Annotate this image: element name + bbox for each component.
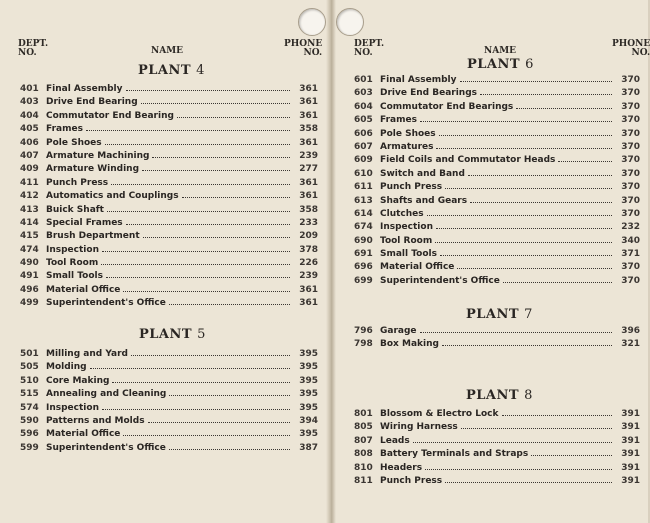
dot-leader xyxy=(457,268,612,269)
department-name: Inspection xyxy=(46,402,99,413)
dot-leader xyxy=(107,211,290,212)
phone-number: 370 xyxy=(621,262,640,273)
dot-leader xyxy=(141,103,290,104)
dot-leader xyxy=(102,251,290,252)
directory-row xyxy=(354,448,640,461)
dot-leader xyxy=(177,117,290,118)
phone-number: 239 xyxy=(299,271,318,282)
dot-leader xyxy=(480,94,612,95)
department-name: Material Office xyxy=(46,284,121,295)
directory-row xyxy=(354,181,640,194)
plant-8-title: PLANT 8 xyxy=(466,388,533,403)
phone-number: 239 xyxy=(299,150,318,161)
directory-row xyxy=(20,150,318,163)
department-name: Superintendent's Office xyxy=(380,275,500,286)
department-name: Annealing and Cleaning xyxy=(46,389,167,400)
department-name: Small Tools xyxy=(46,271,103,282)
dot-leader xyxy=(169,449,290,450)
department-name: Milling and Yard xyxy=(46,349,128,359)
directory-row xyxy=(354,325,640,338)
dot-leader xyxy=(182,197,290,198)
department-name: Superintendent's Office xyxy=(46,298,166,309)
department-name: Garage xyxy=(380,326,417,336)
plant-8-list xyxy=(354,408,640,488)
phone-number: 361 xyxy=(299,137,318,148)
department-name: Leads xyxy=(380,435,410,446)
directory-row xyxy=(354,408,640,421)
dept-number: 407 xyxy=(20,150,39,161)
dot-leader xyxy=(123,435,290,436)
directory-row xyxy=(20,96,318,109)
dept-number: 405 xyxy=(20,124,39,135)
department-name: Small Tools xyxy=(380,249,437,260)
phone-number: 361 xyxy=(299,110,318,121)
department-name: Superintendent's Office xyxy=(46,442,166,453)
phone-no-header: PHONE NO. xyxy=(284,39,323,58)
dept-number: 606 xyxy=(354,128,373,139)
dept-number: 510 xyxy=(20,375,39,386)
department-name: Inspection xyxy=(380,222,433,233)
department-name: Wiring Harness xyxy=(380,422,458,433)
dept-number: 690 xyxy=(354,235,373,246)
department-name: Frames xyxy=(380,115,417,126)
plant-6-list xyxy=(354,74,640,288)
phone-number: 209 xyxy=(299,231,318,242)
dept-number: 409 xyxy=(20,164,39,175)
dot-leader xyxy=(102,409,290,410)
dept-number: 607 xyxy=(354,141,373,152)
phone-no-header: PHONE NO. xyxy=(612,39,650,58)
department-name: Buick Shaft xyxy=(46,204,104,215)
department-name: Inspection xyxy=(46,244,99,255)
department-name: Patterns and Molds xyxy=(46,415,145,426)
directory-row xyxy=(354,221,640,234)
department-name: Brush Department xyxy=(46,231,140,242)
directory-row xyxy=(354,208,640,221)
dept-number: 411 xyxy=(20,177,39,188)
directory-row xyxy=(20,204,318,217)
dept-number: 590 xyxy=(20,415,39,426)
phone-number: 232 xyxy=(621,222,640,233)
directory-row xyxy=(20,123,318,136)
dot-leader xyxy=(143,237,290,238)
directory-row xyxy=(354,235,640,248)
department-name: Core Making xyxy=(46,375,110,386)
directory-row xyxy=(20,361,318,374)
department-name: Box Making xyxy=(380,339,439,350)
phone-number: 370 xyxy=(621,208,640,219)
directory-row xyxy=(20,402,318,415)
phone-number: 277 xyxy=(299,164,318,175)
department-name: Special Frames xyxy=(46,217,123,228)
dot-leader xyxy=(440,255,612,256)
phone-number: 391 xyxy=(621,462,640,473)
dot-leader xyxy=(169,304,290,305)
directory-row xyxy=(354,275,640,288)
department-name: Pole Shoes xyxy=(46,137,102,148)
phone-number: 370 xyxy=(621,275,640,286)
dept-number: 515 xyxy=(20,389,39,400)
dept-number: 574 xyxy=(20,402,39,413)
dept-number: 610 xyxy=(354,168,373,179)
dot-leader xyxy=(427,215,612,216)
dept-number: 699 xyxy=(354,275,373,286)
dept-number: 807 xyxy=(354,435,373,446)
directory-row xyxy=(20,177,318,190)
department-name: Field Coils and Commutator Heads xyxy=(380,155,556,166)
phone-number: 370 xyxy=(621,155,640,166)
directory-row xyxy=(20,297,318,310)
phone-number: 378 xyxy=(299,244,318,255)
dept-number: 474 xyxy=(20,244,39,255)
phone-number: 394 xyxy=(299,415,318,426)
directory-row xyxy=(20,442,318,455)
dept-number: 810 xyxy=(354,462,373,473)
phone-number: 370 xyxy=(621,195,640,206)
dept-number: 413 xyxy=(20,204,39,215)
dot-leader xyxy=(420,121,612,122)
phone-number: 391 xyxy=(621,409,640,419)
dot-leader xyxy=(439,135,612,136)
dept-number: 604 xyxy=(354,101,373,112)
phone-number: 370 xyxy=(621,115,640,126)
directory-row xyxy=(354,101,640,114)
dept-number: 406 xyxy=(20,137,39,148)
plant-5-list xyxy=(20,348,318,455)
directory-row xyxy=(20,244,318,257)
dept-number: 674 xyxy=(354,222,373,233)
phone-number: 370 xyxy=(621,182,640,193)
dot-leader xyxy=(420,332,612,333)
directory-row xyxy=(354,338,640,351)
phone-number: 370 xyxy=(621,168,640,179)
phone-number: 391 xyxy=(621,449,640,460)
dot-leader xyxy=(106,277,290,278)
directory-row xyxy=(354,168,640,181)
dept-no-header: DEPT. NO. xyxy=(18,39,49,58)
directory-row xyxy=(20,415,318,428)
phone-number: 361 xyxy=(299,298,318,309)
dot-leader xyxy=(126,90,291,91)
dot-leader xyxy=(460,81,613,82)
phone-number: 395 xyxy=(299,349,318,359)
dept-number: 404 xyxy=(20,110,39,121)
dot-leader xyxy=(105,144,290,145)
directory-row xyxy=(20,284,318,297)
department-name: Commutator End Bearings xyxy=(380,101,514,112)
dot-leader xyxy=(468,175,612,176)
dot-leader xyxy=(436,148,612,149)
phone-number: 395 xyxy=(299,362,318,373)
department-name: Drive End Bearings xyxy=(380,88,477,99)
department-name: Blossom & Electro Lock xyxy=(380,409,499,419)
dept-number: 805 xyxy=(354,422,373,433)
dept-number: 491 xyxy=(20,271,39,282)
directory-row xyxy=(20,428,318,441)
dot-leader xyxy=(123,291,290,292)
directory-row xyxy=(354,114,640,127)
department-name: Shafts and Gears xyxy=(380,195,468,206)
dept-number: 696 xyxy=(354,262,373,273)
name-header: NAME xyxy=(484,46,517,56)
directory-row xyxy=(20,217,318,230)
directory-row xyxy=(20,230,318,243)
dept-number: 605 xyxy=(354,115,373,126)
phone-number: 370 xyxy=(621,128,640,139)
directory-row xyxy=(354,248,640,261)
department-name: Commutator End Bearing xyxy=(46,110,174,121)
department-name: Tool Room xyxy=(46,258,99,269)
directory-row xyxy=(20,375,318,388)
phone-number: 370 xyxy=(621,88,640,99)
dept-number: 613 xyxy=(354,195,373,206)
plant-6-title: PLANT 6 xyxy=(467,57,534,72)
book-gutter xyxy=(326,0,336,523)
dot-leader xyxy=(503,282,612,283)
directory-row xyxy=(354,435,640,448)
dept-number: 496 xyxy=(20,284,39,295)
dept-number: 611 xyxy=(354,182,373,193)
department-name: Final Assembly xyxy=(46,84,123,94)
department-name: Final Assembly xyxy=(380,75,457,85)
dot-leader xyxy=(148,422,290,423)
department-name: Armature Machining xyxy=(46,150,150,161)
dot-leader xyxy=(413,442,612,443)
directory-row xyxy=(20,190,318,203)
directory-row xyxy=(354,87,640,100)
directory-row xyxy=(354,261,640,274)
phone-number: 395 xyxy=(299,429,318,440)
phone-number: 321 xyxy=(621,339,640,350)
dept-number: 801 xyxy=(354,409,373,419)
phone-number: 371 xyxy=(621,249,640,260)
department-name: Drive End Bearing xyxy=(46,97,138,108)
phone-number: 391 xyxy=(621,475,640,486)
department-name: Headers xyxy=(380,462,423,473)
directory-row xyxy=(20,270,318,283)
dept-number: 599 xyxy=(20,442,39,453)
dot-leader xyxy=(169,395,290,396)
phone-number: 395 xyxy=(299,402,318,413)
directory-row xyxy=(354,74,640,87)
binder-hole-icon xyxy=(298,8,326,36)
name-header: NAME xyxy=(151,46,184,56)
dot-leader xyxy=(152,157,290,158)
directory-row xyxy=(354,128,640,141)
directory-row xyxy=(20,110,318,123)
department-name: Punch Press xyxy=(46,177,109,188)
directory-row xyxy=(354,195,640,208)
dept-number: 499 xyxy=(20,298,39,309)
dept-number: 609 xyxy=(354,155,373,166)
department-name: Tool Room xyxy=(380,235,433,246)
dot-leader xyxy=(461,428,612,429)
dot-leader xyxy=(558,161,612,162)
phone-number: 340 xyxy=(621,235,640,246)
phone-number: 395 xyxy=(299,375,318,386)
plant-7-title: PLANT 7 xyxy=(466,307,533,322)
dept-number: 691 xyxy=(354,249,373,260)
directory-row xyxy=(354,475,640,488)
dept-number: 414 xyxy=(20,217,39,228)
dot-leader xyxy=(445,482,612,483)
plant-5-title: PLANT 5 xyxy=(139,327,206,342)
directory-row xyxy=(20,137,318,150)
directory-row xyxy=(20,388,318,401)
dot-leader xyxy=(111,184,290,185)
department-name: Material Office xyxy=(46,429,121,440)
department-name: Clutches xyxy=(380,208,424,219)
phone-number: 361 xyxy=(299,191,318,202)
plant-7-list xyxy=(354,325,640,352)
phone-number: 361 xyxy=(299,177,318,188)
plant-4-title: PLANT 4 xyxy=(138,63,205,78)
department-name: Punch Press xyxy=(380,475,443,486)
department-name: Switch and Band xyxy=(380,168,465,179)
dot-leader xyxy=(502,415,613,416)
phone-number: 233 xyxy=(299,217,318,228)
dot-leader xyxy=(86,130,290,131)
dept-number: 798 xyxy=(354,339,373,350)
department-name: Material Office xyxy=(380,262,455,273)
department-name: Armatures xyxy=(380,141,434,152)
dept-number: 811 xyxy=(354,475,373,486)
directory-row xyxy=(20,83,318,96)
directory-row xyxy=(20,257,318,270)
phone-number: 358 xyxy=(299,204,318,215)
dot-leader xyxy=(101,264,290,265)
phone-number: 396 xyxy=(621,326,640,336)
directory-row xyxy=(354,462,640,475)
dot-leader xyxy=(90,368,290,369)
phone-number: 387 xyxy=(299,442,318,453)
phone-number: 391 xyxy=(621,422,640,433)
dot-leader xyxy=(531,455,612,456)
phone-number: 226 xyxy=(299,258,318,269)
dept-number: 415 xyxy=(20,231,39,242)
dot-leader xyxy=(142,170,290,171)
phone-number: 358 xyxy=(299,124,318,135)
phone-number: 391 xyxy=(621,435,640,446)
dot-leader xyxy=(131,355,290,356)
department-name: Automatics and Couplings xyxy=(46,191,179,202)
dot-leader xyxy=(445,188,612,189)
dept-number: 501 xyxy=(20,349,39,359)
department-name: Pole Shoes xyxy=(380,128,436,139)
dept-number: 490 xyxy=(20,258,39,269)
department-name: Battery Terminals and Straps xyxy=(380,449,529,460)
dept-number: 603 xyxy=(354,88,373,99)
binder-hole-icon xyxy=(336,8,364,36)
directory-row xyxy=(354,141,640,154)
dot-leader xyxy=(126,224,290,225)
phone-number: 361 xyxy=(299,84,318,94)
department-name: Armature Winding xyxy=(46,164,140,175)
dept-number: 796 xyxy=(354,326,373,336)
dept-number: 505 xyxy=(20,362,39,373)
dot-leader xyxy=(516,108,612,109)
dot-leader xyxy=(435,242,612,243)
department-name: Molding xyxy=(46,362,87,373)
dept-number: 401 xyxy=(20,84,39,94)
directory-row xyxy=(354,421,640,434)
phone-number: 370 xyxy=(621,141,640,152)
directory-row xyxy=(20,348,318,361)
dept-number: 596 xyxy=(20,429,39,440)
dot-leader xyxy=(112,382,290,383)
department-name: Frames xyxy=(46,124,83,135)
department-name: Punch Press xyxy=(380,182,443,193)
dept-number: 808 xyxy=(354,449,373,460)
dot-leader xyxy=(425,469,612,470)
phone-number: 370 xyxy=(621,75,640,85)
dot-leader xyxy=(442,345,612,346)
dot-leader xyxy=(436,228,612,229)
dept-number: 412 xyxy=(20,191,39,202)
phone-number: 370 xyxy=(621,101,640,112)
phone-number: 395 xyxy=(299,389,318,400)
plant-4-list xyxy=(20,83,318,311)
dept-no-header: DEPT. NO. xyxy=(354,39,385,58)
dept-number: 614 xyxy=(354,208,373,219)
dept-number: 403 xyxy=(20,97,39,108)
dot-leader xyxy=(470,202,612,203)
directory-row xyxy=(20,163,318,176)
phone-number: 361 xyxy=(299,284,318,295)
directory-row xyxy=(354,154,640,167)
phone-number: 361 xyxy=(299,97,318,108)
dept-number: 601 xyxy=(354,75,373,85)
